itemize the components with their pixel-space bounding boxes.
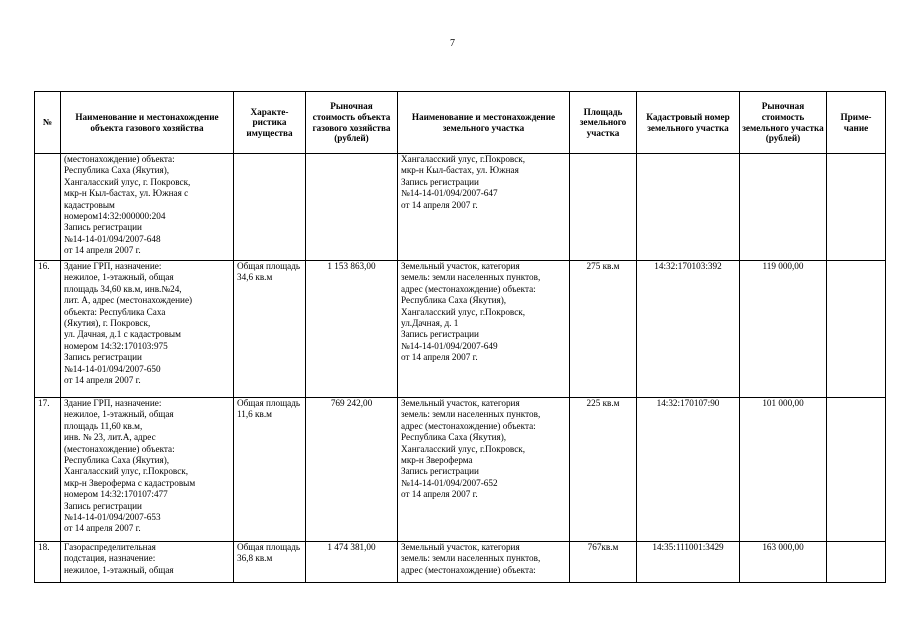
object-value: 1 474 381,00 [306, 542, 398, 583]
land-value: 101 000,00 [740, 398, 827, 542]
object-description: (местонахождение) объекта: Республика Саха (Якутия), Хангаласский улус, г. Покровск, мкр-н Кыл-бастах, ул. Южная с кадастровым номером14:32:000000:204 Запись регистрации №14-14-01/094/2007-648 от 14 апреля 2007 г. [61, 154, 234, 261]
characteristic: Общая площадь 36,8 кв.м [234, 542, 306, 583]
characteristic: Общая площадь 34,6 кв.м [234, 261, 306, 398]
land-area [570, 154, 637, 261]
cadastral-number: 14:32:170103:392 [637, 261, 740, 398]
header-cadastral-number: Кадастровый номер земельного участка [637, 92, 740, 154]
land-description: Земельный участок, категория земель: земли населенных пунктов, адрес (местонахождение) объекта: Республика Саха (Якутия), Хангаласский улус, г.Покровск, ул.Дачная, д. 1 Запись регистрации №14-14-01/094/2007-649 от 14 апреля 2007 г. [398, 261, 570, 398]
header-object-name: Наименование и местонахождение объекта газового хозяйства [61, 92, 234, 154]
table-row [35, 261, 886, 398]
land-value: 163 000,00 [740, 542, 827, 583]
table-row [35, 398, 886, 542]
characteristic [234, 154, 306, 261]
header-land-name: Наименование и местонахождение земельного участка [398, 92, 570, 154]
row-number [35, 154, 61, 261]
note [827, 398, 886, 542]
cadastral-number: 14:32:170107:90 [637, 398, 740, 542]
row-number: 17. [35, 398, 61, 542]
object-description: Здание ГРП, назначение: нежилое, 1-этажный, общая площадь 11,60 кв.м, инв. № 23, лит.А, адрес (местонахождение) объекта: Республика Саха (Якутия), Хангаласский улус, г.Покровск, мкр-н Звероферма с кадастровым номером 14:32:170107:477 Запись регистрации №14-14-01/094/2007-653 от 14 апреля 2007 г. [61, 398, 234, 542]
land-description: Хангаласский улус, г.Покровск, мкр-н Кыл-бастах, ул. Южная Запись регистрации №14-14-01/094/2007-647 от 14 апреля 2007 г. [398, 154, 570, 261]
cadastral-number: 14:35:111001:3429 [637, 542, 740, 583]
land-description: Земельный участок, категория земель: земли населенных пунктов, адрес (местонахождение) объекта: [398, 542, 570, 583]
characteristic: Общая площадь 11,6 кв.м [234, 398, 306, 542]
property-registry-table [34, 91, 886, 583]
header-object-market-value: Рыночная стоимость объекта газового хозяйства (рублей) [306, 92, 398, 154]
table-header-row [35, 92, 886, 154]
row-number: 16. [35, 261, 61, 398]
row-number: 18. [35, 542, 61, 583]
land-value [740, 154, 827, 261]
land-area: 225 кв.м [570, 398, 637, 542]
cadastral-number [637, 154, 740, 261]
object-value [306, 154, 398, 261]
note [827, 154, 886, 261]
land-area: 275 кв.м [570, 261, 637, 398]
table-row [35, 542, 886, 583]
note [827, 261, 886, 398]
land-value: 119 000,00 [740, 261, 827, 398]
table-row [35, 154, 886, 261]
header-number: № [35, 92, 61, 154]
header-land-market-value: Рыночная стоимость земельного участка (рублей) [740, 92, 827, 154]
note [827, 542, 886, 583]
header-characteristic: Характе-ристика имущества [234, 92, 306, 154]
land-description: Земельный участок, категория земель: земли населенных пунктов, адрес (местонахождение) объекта: Республика Саха (Якутия), Хангаласский улус, г.Покровск, мкр-н Звероферма Запись регистрации №14-14-01/094/2007-652 от 14 апреля 2007 г. [398, 398, 570, 542]
object-value: 769 242,00 [306, 398, 398, 542]
object-description: Здание ГРП, назначение: нежилое, 1-этажный, общая площадь 34,60 кв.м, инв.№24, лит. А, адрес (местонахождение) объекта: Республика Саха (Якутия), г. Покровск, ул. Дачная, д.1 с кадастровым номером 14:32:170103:975 Запись регистрации №14-14-01/094/2007-650 от 14 апреля 2007 г. [61, 261, 234, 398]
header-land-area: Площадь земельного участка [570, 92, 637, 154]
header-note: Приме-чание [827, 92, 886, 154]
land-area: 767кв.м [570, 542, 637, 583]
object-description: Газораспределительная подстация, назначение: нежилое, 1-этажный, общая [61, 542, 234, 583]
page-number: 7 [450, 38, 455, 49]
object-value: 1 153 863,00 [306, 261, 398, 398]
